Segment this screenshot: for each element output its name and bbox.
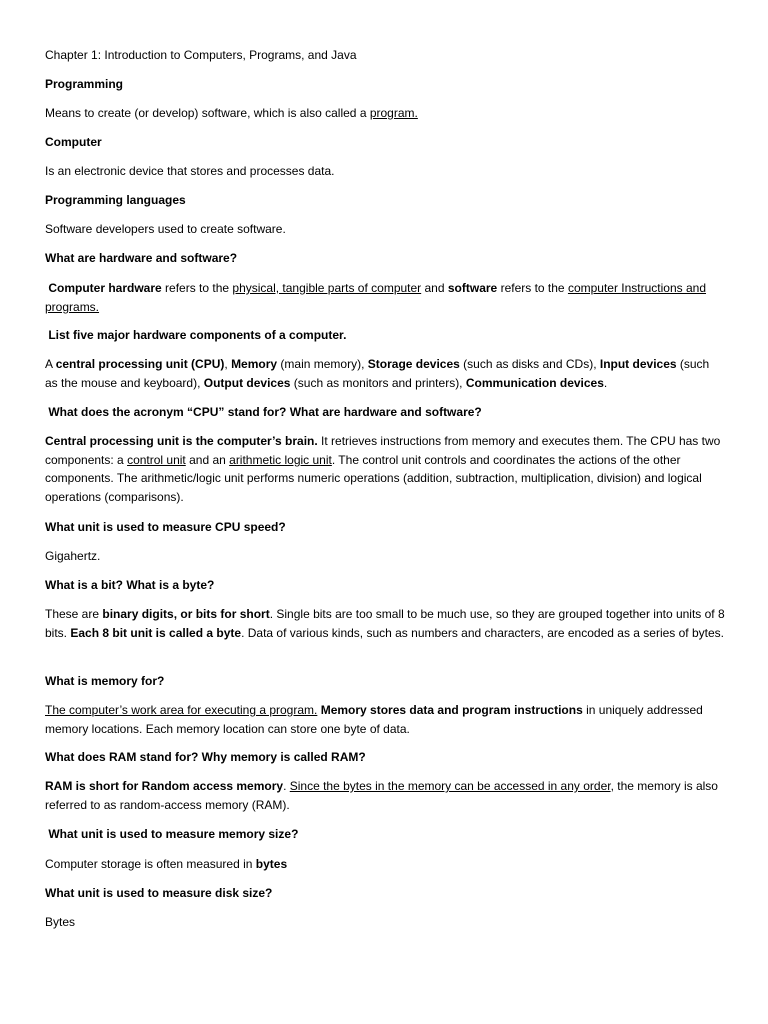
answer-bold: bytes	[255, 857, 288, 871]
answer-bold: Memory stores data and program instructions	[320, 703, 583, 717]
program-term: program.	[369, 106, 418, 120]
cpu-speed-answer: Gigahertz.	[45, 549, 101, 563]
answer-segment: These are	[45, 607, 103, 621]
hw-sw-answer	[45, 279, 725, 316]
memory-answer	[45, 701, 725, 738]
answer-underline: control unit	[127, 452, 186, 467]
answer-segment: . Single bits are too small to be much use, so they are grouped together into units of 8 bits.	[45, 607, 725, 640]
answer-bold: Central processing unit is the computer’s brain.	[45, 434, 318, 448]
hw-sw-question: What are hardware and software?	[45, 251, 238, 265]
disk-size-answer: Bytes	[45, 915, 76, 929]
answer-segment: in uniquely addressed memory locations. Each memory location can store one byte of data.	[45, 703, 703, 736]
disk-size-question: What unit is used to measure disk size?	[45, 886, 273, 900]
answer-segment: A	[45, 357, 56, 371]
answer-segment: (main memory),	[277, 357, 368, 371]
cpu-question: What does the acronym “CPU” stand for? What are hardware and software?	[45, 405, 482, 419]
answer-bold: Computer hardware	[48, 281, 162, 295]
languages-definition: Software developers used to create software.	[45, 222, 286, 236]
programming-heading: Programming	[45, 77, 124, 91]
ram-question: What does RAM stand for? Why memory is called RAM?	[45, 750, 366, 764]
answer-segment: ,	[224, 357, 232, 371]
memory-question: What is memory for?	[45, 674, 165, 688]
answer-segment: .	[283, 779, 290, 793]
answer-bold: software	[447, 281, 498, 295]
chapter-title: Chapter 1: Introduction to Computers, Programs, and Java	[45, 48, 357, 62]
answer-segment: , the memory is also referred to as random-access memory (RAM).	[45, 779, 718, 812]
answer-segment: refers to the	[497, 281, 568, 295]
computer-heading: Computer	[45, 135, 102, 149]
languages-heading: Programming languages	[45, 193, 186, 207]
answer-segment: .	[603, 375, 608, 390]
answer-segment: (such as monitors and printers),	[290, 375, 466, 390]
answer-underline: The computer’s work area for executing a program.	[45, 703, 318, 717]
bit-byte-answer	[45, 605, 725, 642]
programming-definition-text: Means to create (or develop) software, which is also called a	[45, 106, 370, 120]
memory-size-question: What unit is used to measure memory size?	[45, 827, 299, 841]
answer-bold: Communication devices	[465, 375, 604, 390]
memory-size-answer	[45, 855, 725, 874]
answer-bold: Storage devices	[367, 357, 460, 371]
answer-segment: . Data of various kinds, such as numbers and characters, are encoded as a series of bytes.	[241, 625, 724, 640]
answer-underline: computer Instructions and programs.	[45, 281, 707, 314]
answer-segment: . The control unit controls and coordinates the actions of the other components. The arithmetic/logic unit performs numeric operations (addition, subtraction, multiplication, division) and logical operations (comparisons).	[45, 452, 702, 504]
answer-bold: Memory	[231, 357, 278, 371]
answer-bold: binary digits, or bits for short	[102, 607, 270, 621]
bit-byte-question: What is a bit? What is a byte?	[45, 578, 215, 592]
answer-segment: It retrieves instructions from memory and executes them. The CPU has two components: a	[45, 434, 721, 467]
answer-segment: and	[421, 281, 448, 295]
programming-definition	[45, 104, 725, 123]
answer-segment: and an	[185, 452, 230, 467]
answer-underline: physical, tangible parts of computer	[232, 281, 422, 295]
answer-segment: (such as disks and CDs),	[459, 357, 600, 371]
answer-bold: RAM is short for Random access memory	[45, 779, 284, 793]
ram-answer	[45, 777, 725, 814]
components-answer	[45, 355, 725, 392]
answer-bold: Output devices	[203, 375, 291, 390]
answer-bold: Input devices	[599, 357, 677, 371]
answer-underline: Since the bytes in the memory can be accessed in any order	[289, 779, 611, 793]
answer-bold: Each 8 bit unit is called a byte	[70, 625, 242, 640]
cpu-speed-question: What unit is used to measure CPU speed?	[45, 520, 286, 534]
answer-segment: refers to the	[161, 281, 233, 295]
answer-underline: arithmetic logic unit	[229, 452, 332, 467]
components-question: List five major hardware components of a computer.	[45, 328, 347, 342]
computer-definition: Is an electronic device that stores and processes data.	[45, 164, 335, 178]
answer-segment: Computer storage is often measured in	[45, 857, 256, 871]
answer-segment: (such as the mouse and keyboard),	[45, 357, 710, 390]
cpu-answer	[45, 432, 725, 506]
answer-bold: central processing unit (CPU)	[55, 357, 225, 371]
